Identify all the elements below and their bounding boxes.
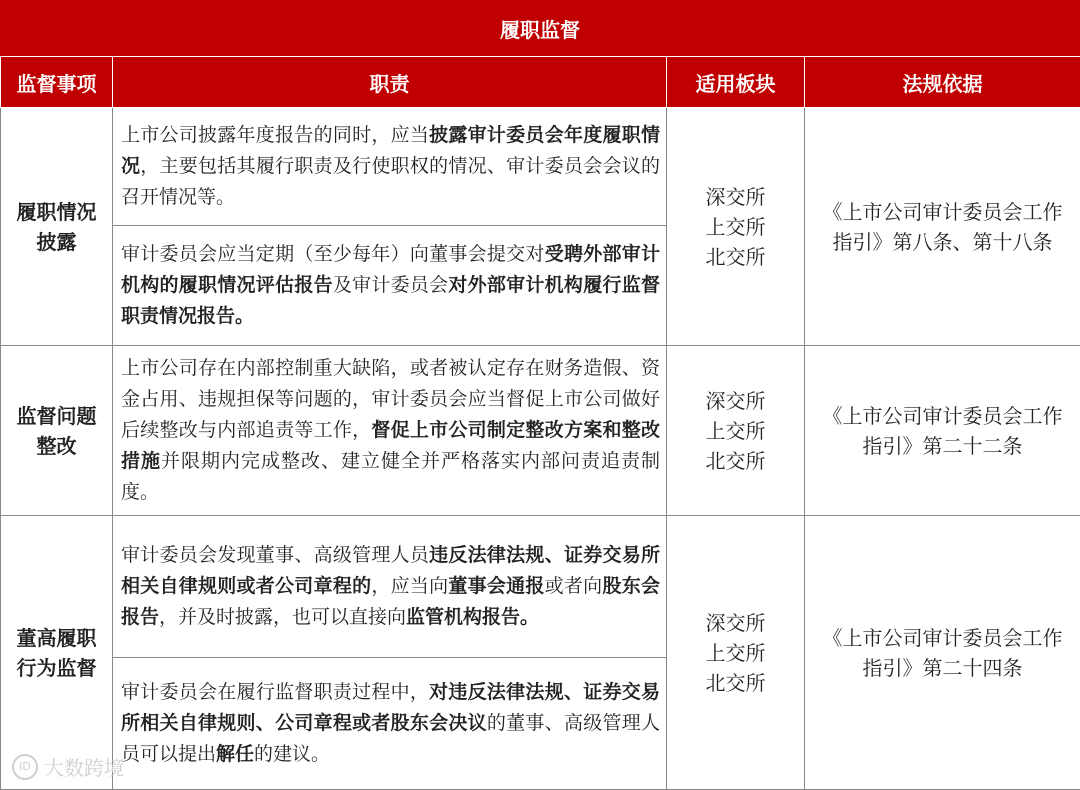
table-row (1, 346, 1080, 516)
item-cell (1, 516, 113, 790)
table-row (1, 516, 1080, 658)
board-list: 深交所 上交所 北交所 (706, 611, 766, 695)
law-reference: 《上市公司审计委员会工作 指引》第二十二条 (823, 404, 1063, 458)
board-cell (667, 108, 805, 346)
table-row (1, 108, 1080, 226)
item-cell (1, 108, 113, 346)
board-cell (667, 346, 805, 516)
duty-text: 上市公司披露年度报告的同时，应当 (121, 124, 429, 146)
header-item: 监督事项 (1, 57, 113, 108)
duty-emphasis-text: 监管机构报告。 (406, 606, 539, 628)
duty-text: ，主要包括其履行职责及行使职权的情况、审计委员会会议的召开情况等。 (121, 155, 660, 208)
header-row (1, 57, 1080, 108)
law-cell (805, 346, 1080, 516)
law-reference: 《上市公司审计委员会工作 指引》第八条、第十八条 (823, 200, 1063, 254)
duty-emphasis-text: 对违反法律法规、证券交易所相关自律规则、公司章程或者股东会决议 (121, 681, 660, 734)
duty-text: 审计委员会发现董事、高级管理人员 (121, 544, 429, 566)
item-label: 履职情况 披露 (17, 200, 97, 254)
duty-cell (113, 516, 667, 658)
duty-emphasis-text: 违反法律法规、证券交易所相关自律规则或者公司章程的 (121, 544, 660, 597)
duty-cell (113, 658, 667, 790)
law-cell (805, 516, 1080, 790)
watermark-logo-icon: ID (12, 754, 38, 780)
duty-emphasis-text: 披露审计委员会年度履职情况 (121, 124, 660, 177)
item-cell (1, 346, 113, 516)
duty-table (0, 56, 1080, 790)
header-board: 适用板块 (667, 57, 805, 108)
duty-text: 上市公司存在内部控制重大缺陷，或者被认定存在财务造假、资金占用、违规担保等问题的，审计委员会应当督促上市公司做好后续整改与内部追责等工作， (121, 357, 660, 441)
item-label: 监督问题 整改 (17, 404, 97, 458)
duty-text: 的建议。 (254, 743, 330, 765)
duty-text: 审计委员会应当定期（至少每年）向董事会提交对 (121, 243, 545, 265)
board-list: 深交所 上交所 北交所 (706, 389, 766, 473)
duty-emphasis-text: 对外部审计机构履行监督职责情况报告。 (121, 274, 660, 327)
duty-emphasis-text: 股东会报告 (121, 575, 660, 628)
duty-emphasis-text: 督促上市公司制定整改方案和整改措施 (121, 419, 660, 472)
duty-text: 或者向 (545, 575, 603, 597)
duty-emphasis-text: 董事会通报 (448, 575, 544, 597)
duty-emphasis-text: 受聘外部审计机构的履职情况评估报告 (121, 243, 660, 296)
header-law: 法规依据 (805, 57, 1080, 108)
duty-cell (113, 346, 667, 516)
watermark-text: 大数跨境 (44, 752, 124, 781)
duty-text: 及审计委员会 (333, 274, 449, 296)
watermark (12, 752, 124, 781)
law-reference: 《上市公司审计委员会工作 指引》第二十四条 (823, 626, 1063, 680)
duty-text: 并限期内完成整改、建立健全并严格落实内部问责追责制度。 (121, 450, 660, 503)
law-cell (805, 108, 1080, 346)
duty-text: 的董事、高级管理人员可以提出 (121, 712, 660, 765)
header-duty: 职责 (113, 57, 667, 108)
duty-emphasis-text: 解任 (216, 743, 254, 765)
duty-cell (113, 226, 667, 346)
item-label: 董高履职 行为监督 (17, 626, 97, 680)
board-list: 深交所 上交所 北交所 (706, 185, 766, 269)
table-title: 履职监督 (0, 0, 1080, 56)
board-cell (667, 516, 805, 790)
duty-text: ，应当向 (371, 575, 448, 597)
duty-text: 审计委员会在履行监督职责过程中， (121, 681, 429, 703)
duty-cell (113, 108, 667, 226)
duty-text: ，并及时披露，也可以直接向 (159, 606, 406, 628)
